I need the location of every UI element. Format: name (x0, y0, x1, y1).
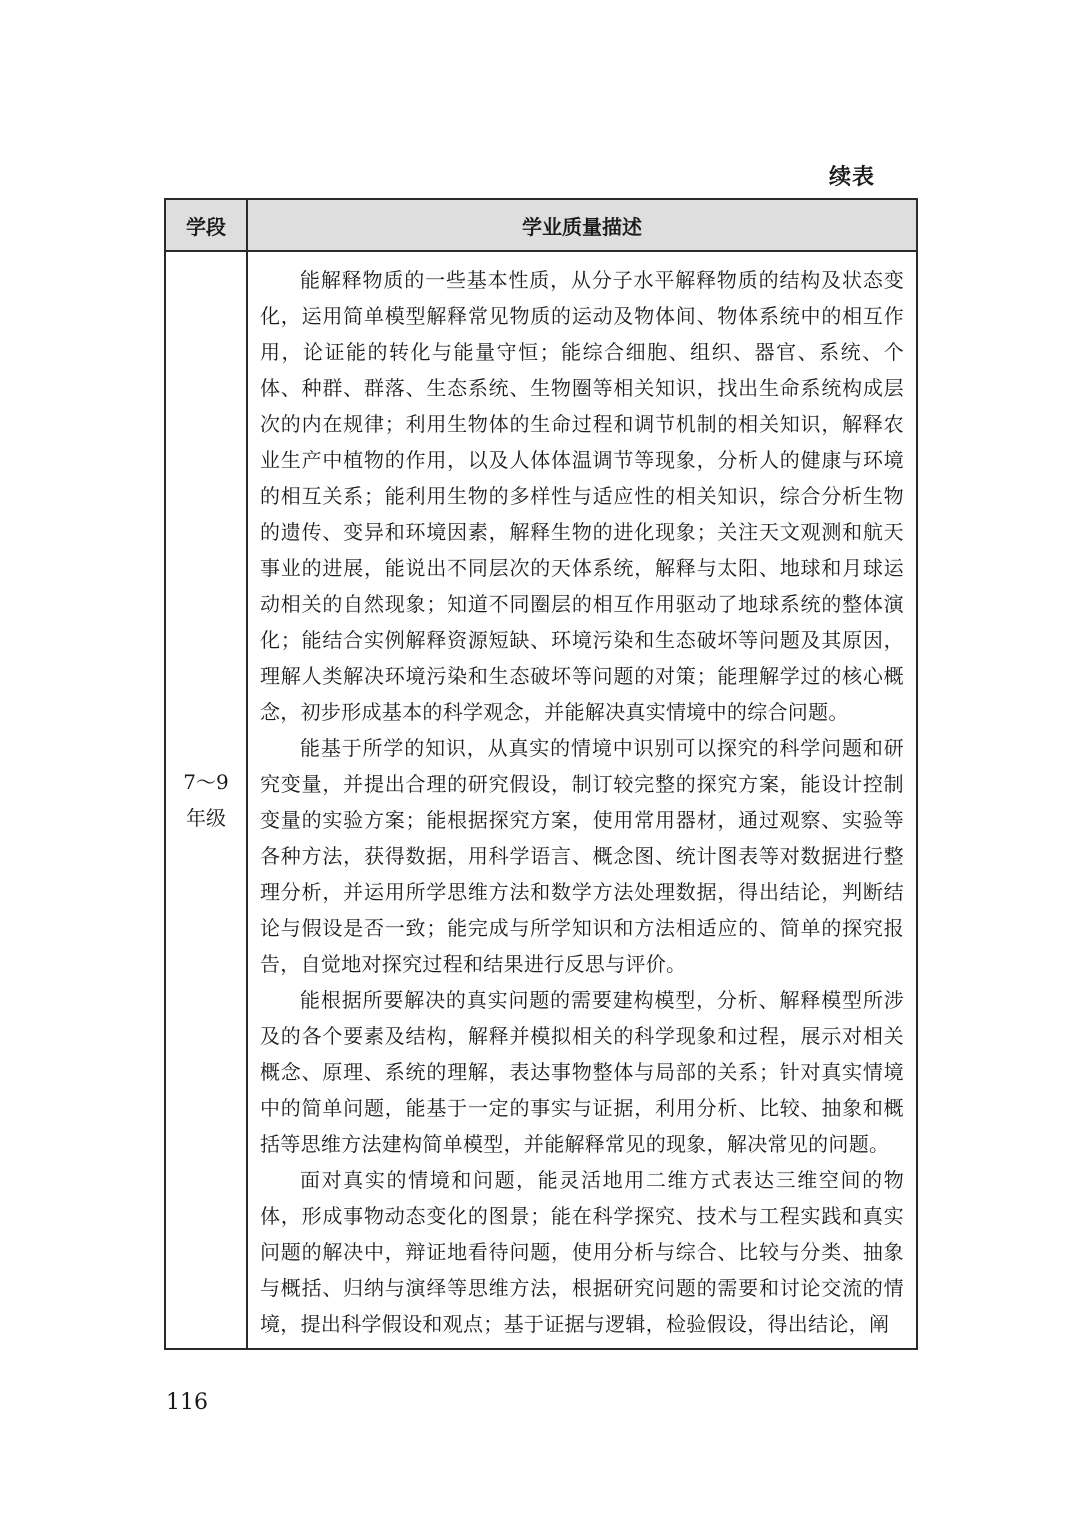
description-cell (247, 251, 917, 1349)
header-stage: 学段 (165, 199, 247, 251)
academic-quality-table (164, 198, 918, 1350)
stage-grade-range: 7～9 (183, 770, 229, 794)
page-number: 116 (166, 1390, 208, 1415)
continued-table-label: 续表 (828, 165, 875, 190)
description-paragraph: 面对真实的情境和问题，能灵活地用二维方式表达三维空间的物体，形成事物动态变化的图景；能在科学探究、技术与工程实践和真实问题的解决中，辩证地看待问题，使用分析与综合、比较与分类、抽象与概括、归纳与演绎等思维方法，根据研究问题的需要和讨论交流的情境，提出科学假设和观点；基于证据与逻辑，检验假设，得出结论，阐 (260, 1168, 904, 1336)
description-paragraph: 能解释物质的一些基本性质，从分子水平解释物质的结构及状态变化，运用简单模型解释常见物质的运动及物体间、物体系统中的相互作用，论证能的转化与能量守恒；能综合细胞、组织、器官、系统、个体、种群、群落、生态系统、生物圈等相关知识，找出生命系统构成层次的内在规律；利用生物体的生命过程和调节机制的相关知识，解释农业生产中植物的作用，以及人体体温调节等现象，分析人的健康与环境的相互关系；能利用生物的多样性与适应性的相关知识，综合分析生物的遗传、变异和环境因素，解释生物的进化现象；关注天文观测和航天事业的进展，能说出不同层次的天体系统，解释与太阳、地球和月球运动相关的自然现象；知道不同圈层的相互作用驱动了地球系统的整体演化；能结合实例解释资源短缺、环境污染和生态破坏等问题及其原因，理解人类解决环境污染和生态破坏等问题的对策；能理解学过的核心概念，初步形成基本的科学观念，并能解决真实情境中的综合问题。 (260, 268, 904, 724)
stage-grade-label: 年级 (186, 806, 226, 830)
table-row (165, 251, 917, 1349)
header-quality-description: 学业质量描述 (247, 199, 917, 251)
description-paragraph: 能基于所学的知识，从真实的情境中识别可以探究的科学问题和研究变量，并提出合理的研究假设，制订较完整的探究方案，能设计控制变量的实验方案；能根据探究方案，使用常用器材，通过观察、实验等各种方法，获得数据，用科学语言、概念图、统计图表等对数据进行整理分析，并运用所学思维方法和数学方法处理数据，得出结论，判断结论与假设是否一致；能完成与所学知识和方法相适应的、简单的探究报告，自觉地对探究过程和结果进行反思与评价。 (260, 736, 904, 976)
description-paragraph: 能根据所要解决的真实问题的需要建构模型，分析、解释模型所涉及的各个要素及结构，解释并模拟相关的科学现象和过程，展示对相关概念、原理、系统的理解，表达事物整体与局部的关系；针对真实情境中的简单问题，能基于一定的事实与证据，利用分析、比较、抽象和概括等思维方法建构简单模型，并能解释常见的现象，解决常见的问题。 (260, 988, 904, 1156)
stage-cell (165, 251, 247, 1349)
table-header-row (165, 199, 917, 251)
